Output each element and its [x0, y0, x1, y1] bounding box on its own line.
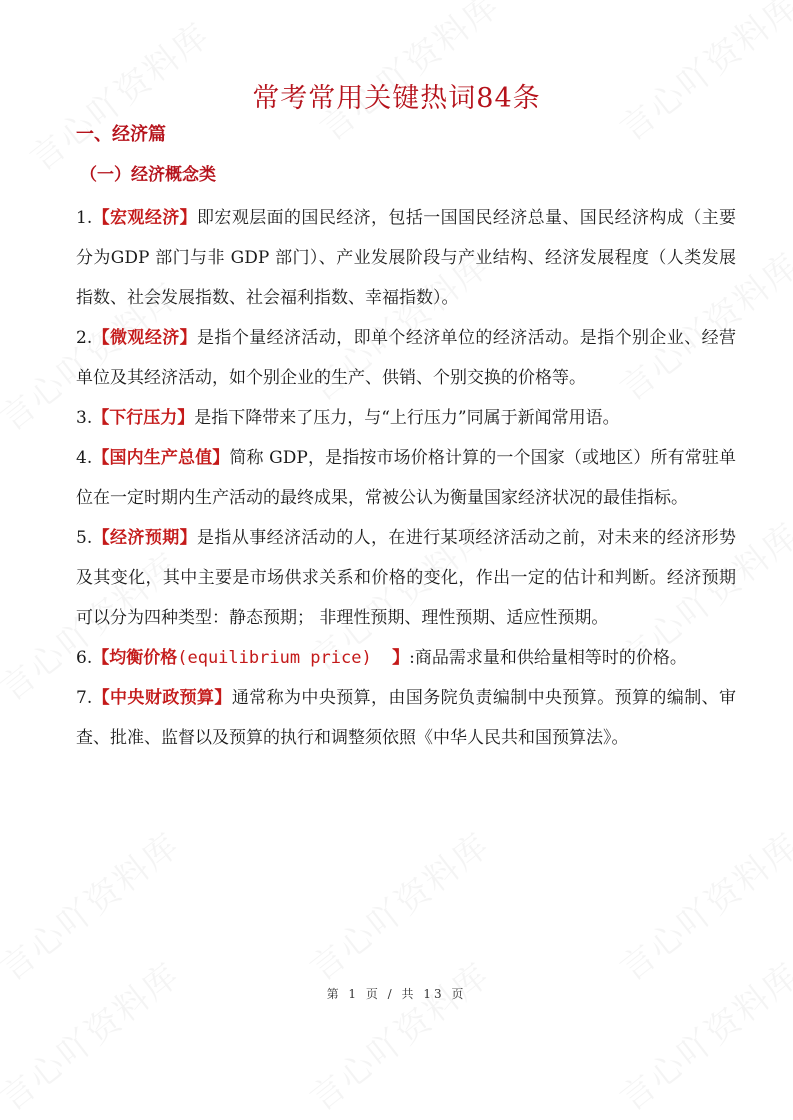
entry-term: 【微观经济】: [92, 328, 198, 348]
page-footer: [0, 985, 793, 1002]
entry-term: 【中央财政预算】: [92, 688, 232, 708]
entry-item: [76, 198, 736, 318]
entry-term: 【国内生产总值】: [92, 448, 230, 468]
watermark: [608, 949, 793, 1120]
entry-number: 5.: [76, 528, 93, 548]
entry-number: 2.: [76, 328, 93, 348]
watermark: [298, 819, 498, 991]
entry-definition: 是指个量经济活动，即单个经济单位的经济活动。是指个别企业、经营单位及其经济活动，如个别企业的生产、供销、个别交换的价格等。: [76, 328, 737, 388]
page-number-label: 第 1 页 / 共 13 页: [326, 987, 467, 1001]
entry-number: 4.: [76, 448, 93, 468]
entry-term: 【宏观经济】: [92, 208, 198, 228]
entry-number: 3.: [76, 408, 93, 428]
entry-item: [76, 678, 736, 758]
entry-item: [76, 398, 736, 438]
entry-term: 【经济预期】: [92, 528, 198, 548]
entry-term-suffix: 】: [392, 648, 410, 668]
entry-number: 7.: [76, 688, 93, 708]
entry-definition: 简称 GDP，是指按市场价格计算的一个国家（或地区）所有常驻单位在一定时期内生产活动的最终成果，常被公认为衡量国家经济状况的最佳指标。: [76, 448, 737, 508]
entry-definition: 是指下降带来了压力，与“上行压力”同属于新闻常用语。: [194, 408, 620, 428]
watermark: [0, 819, 188, 991]
entry-number: 6.: [76, 648, 93, 668]
entry-item: [76, 318, 736, 398]
section-heading: 一、经济篇: [76, 124, 166, 145]
document-title: 常考常用关键热词84条: [252, 83, 541, 114]
entry-definition: 即宏观层面的国民经济，包括一国国民经济总量、国民经济构成（主要分为GDP 部门与非 GDP 部门）、产业发展阶段与产业结构、经济发展程度（人类发展指数、社会发展指数、社会福利指数、幸福指数）。: [76, 208, 737, 308]
watermark: [0, 949, 188, 1120]
subsection-heading: （一）经济概念类: [80, 165, 216, 185]
entry-item: [76, 638, 736, 678]
entry-number: 1.: [76, 208, 93, 228]
entry-item: [76, 518, 736, 638]
entry-definition: :商品需求量和供给量相等时的价格。: [409, 648, 687, 668]
entry-term-latin: (equilibrium price): [177, 648, 393, 668]
watermark: [608, 819, 793, 991]
entry-term-prefix: 【均衡价格: [92, 648, 178, 668]
entry-term: [92, 648, 409, 668]
entry-item: [76, 438, 736, 518]
entry-definition: 通常称为中央预算，由国务院负责编制中央预算。预算的编制、审查、批准、监督以及预算的执行和调整须依照《中华人民共和国预算法》。: [76, 688, 737, 748]
entry-list: [76, 198, 736, 758]
entry-term: 【下行压力】: [92, 408, 195, 428]
watermark: [298, 949, 498, 1120]
entry-definition: 是指从事经济活动的人，在进行某项经济活动之前，对未来的经济形势及其变化，其中主要是市场供求关系和价格的变化，作出一定的估计和判断。经济预期可以分为四种类型：静态预期； 非理性预期、理性预期、适应性预期。: [76, 528, 737, 628]
